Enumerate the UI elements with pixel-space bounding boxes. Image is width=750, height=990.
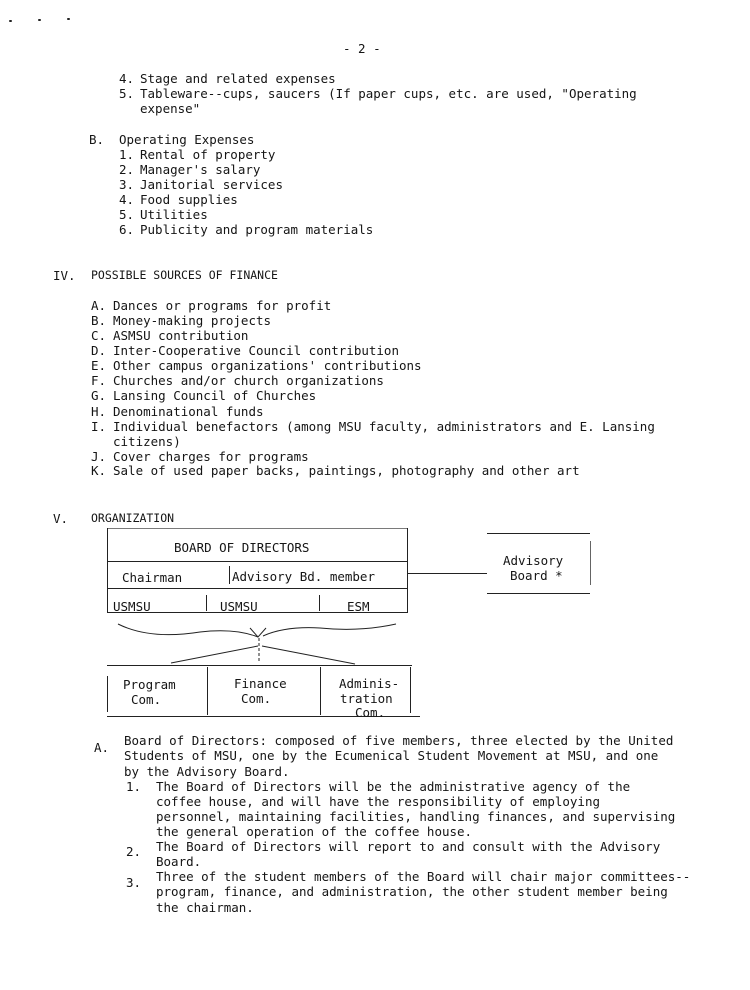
section-title: ORGANIZATION [91, 511, 175, 525]
board-member-advisory: Advisory Bd. member [232, 569, 375, 584]
section-title: Operating Expenses [119, 132, 255, 147]
paragraph-line: Three of the student members of the Board will chair major committees-- [156, 869, 691, 884]
list-item-text: Lansing Council of Churches [113, 388, 317, 403]
list-item-text: Cover charges for programs [113, 449, 309, 464]
section-label: B. [89, 132, 105, 147]
list-item-number: 2. [126, 844, 142, 859]
list-item-letter: A. [94, 740, 110, 755]
advisory-board-label: Board * [510, 568, 563, 583]
list-item-text: Utilities [140, 207, 208, 222]
list-item-number: 5. [119, 86, 135, 101]
list-item-letter: I. [91, 419, 107, 434]
list-item-text: citizens) [113, 434, 181, 449]
section-title: POSSIBLE SOURCES OF FINANCE [91, 268, 278, 282]
admin-committee-label: Com. [355, 705, 386, 720]
paragraph-line: the chairman. [156, 900, 254, 915]
list-item-text: Rental of property [140, 147, 276, 162]
section-numeral: V. [53, 511, 69, 526]
board-member-chairman: Chairman [122, 570, 183, 585]
list-item-number: 4. [119, 192, 135, 207]
program-committee-label: Com. [131, 692, 162, 707]
advisory-board-label: Advisory [503, 553, 564, 568]
list-item-text: Food supplies [140, 192, 238, 207]
finance-committee-label: Finance [234, 676, 287, 691]
program-committee-label: Program [123, 677, 176, 692]
paragraph-line: Students of MSU, one by the Ecumenical Student Movement at MSU, and one [124, 748, 659, 763]
list-item-text: Manager's salary [140, 162, 261, 177]
admin-committee-label: tration [340, 691, 393, 706]
list-item-number: 2. [119, 162, 135, 177]
committee-box-top [107, 665, 412, 666]
list-item-text: Janitorial services [140, 177, 283, 192]
list-item-text: expense" [140, 101, 201, 116]
list-item-number: 3. [126, 875, 142, 890]
committee-divider [320, 667, 321, 715]
list-item-text: Inter-Cooperative Council contribution [113, 343, 399, 358]
list-item-letter: B. [91, 313, 107, 328]
paragraph-line: the general operation of the coffee house. [156, 824, 473, 839]
admin-committee-label: Adminis- [339, 676, 400, 691]
list-item-number: 4. [119, 71, 135, 86]
list-item-text: Tableware--cups, saucers (If paper cups, etc. are used, "Operating [140, 86, 637, 101]
list-item-text: Churches and/or church organizations [113, 373, 384, 388]
section-numeral: IV. [53, 268, 76, 283]
list-item-text: Other campus organizations' contributions [113, 358, 422, 373]
paragraph-line: The Board of Directors will be the administrative agency of the [156, 779, 631, 794]
list-item-text: ASMSU contribution [113, 328, 249, 343]
list-item-number: 5. [119, 207, 135, 222]
list-item-text: Money-making projects [113, 313, 272, 328]
list-item-number: 3. [119, 177, 135, 192]
list-item-number: 1. [126, 779, 142, 794]
list-item-letter: G. [91, 388, 107, 403]
finance-committee-label: Com. [241, 691, 272, 706]
list-item-letter: J. [91, 449, 107, 464]
board-title: BOARD OF DIRECTORS [174, 540, 310, 555]
board-member-usmsu: USMSU [113, 599, 151, 614]
list-item-letter: H. [91, 404, 107, 419]
paragraph-line: Board. [156, 854, 202, 869]
list-item-text: Sale of used paper backs, paintings, photography and other art [113, 463, 580, 478]
list-item-text: Denominational funds [113, 404, 264, 419]
list-item-letter: F. [91, 373, 107, 388]
paragraph-line: Board of Directors: composed of five members, three elected by the United [124, 733, 674, 748]
list-item-letter: A. [91, 298, 107, 313]
committee-box-right [410, 667, 411, 713]
board-member-usmsu: USMSU [220, 599, 258, 614]
committee-divider [207, 667, 208, 715]
list-item-text: Individual benefactors (among MSU faculty, administrators and E. Lansing [113, 419, 655, 434]
paragraph-line: by the Advisory Board. [124, 764, 290, 779]
paragraph-line: program, finance, and administration, the other student member being [156, 884, 668, 899]
committee-box-left [107, 676, 108, 712]
list-item-number: 1. [119, 147, 135, 162]
list-item-letter: K. [91, 463, 107, 478]
list-item-letter: D. [91, 343, 107, 358]
page-number: - 2 - [343, 41, 381, 56]
list-item-number: 6. [119, 222, 135, 237]
list-item-letter: E. [91, 358, 107, 373]
board-member-esm: ESM [347, 599, 370, 614]
paragraph-line: personnel, maintaining facilities, handling finances, and supervising [156, 809, 676, 824]
list-item-letter: C. [91, 328, 107, 343]
list-item-text: Publicity and program materials [140, 222, 374, 237]
paragraph-line: coffee house, and will have the responsibility of employing [156, 794, 601, 809]
list-item-text: Dances or programs for profit [113, 298, 332, 313]
list-item-text: Stage and related expenses [140, 71, 336, 86]
paragraph-line: The Board of Directors will report to and consult with the Advisory [156, 839, 661, 854]
